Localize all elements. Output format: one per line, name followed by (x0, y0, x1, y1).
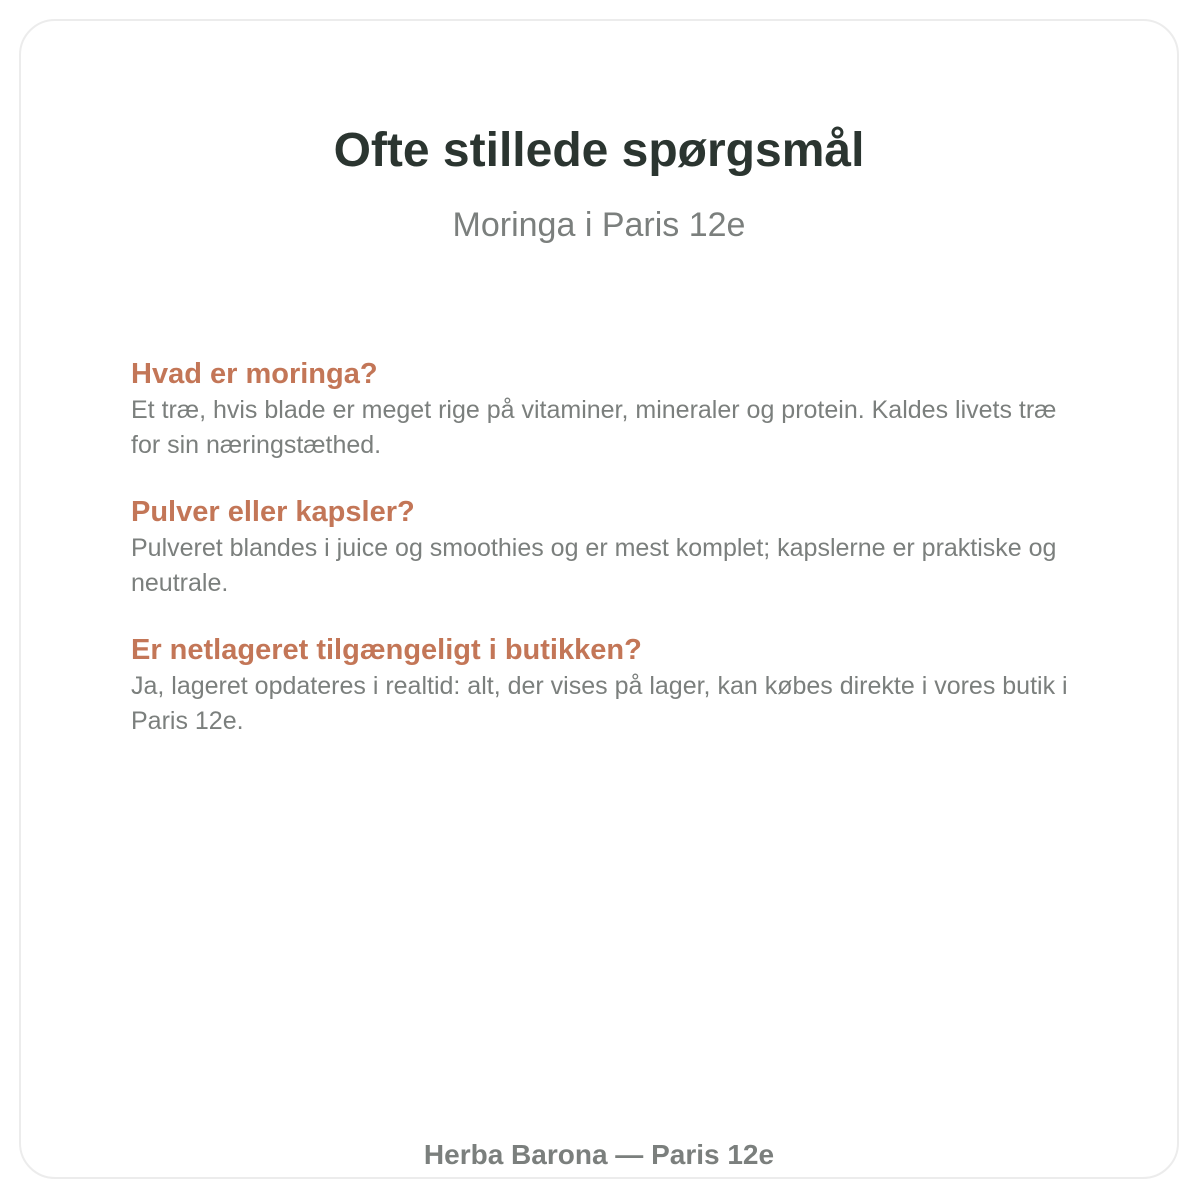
faq-item (131, 355, 1091, 463)
faq-answer: Ja, lageret opdateres i realtid: alt, der vises på lager, kan købes direkte i vores butik i Paris 12e. (131, 672, 1068, 735)
faq-answer: Et træ, hvis blade er meget rige på vitaminer, mineraler og protein. Kaldes livets træ for sin næringstæthed. (131, 396, 1057, 459)
faq-item (131, 493, 1091, 601)
faq-question: Pulver eller kapsler? (131, 496, 415, 528)
faq-question: Hvad er moringa? (131, 358, 378, 390)
page-title: Ofte stillede spørgsmål (333, 124, 865, 177)
page-subtitle: Moringa i Paris 12e (452, 206, 746, 244)
faq-card (19, 19, 1179, 1179)
faq-list (131, 355, 1091, 769)
faq-item (131, 631, 1091, 739)
faq-question: Er netlageret tilgængeligt i butikken? (131, 634, 642, 666)
faq-answer: Pulveret blandes i juice og smoothies og er mest komplet; kapslerne er praktiske og neutrale. (131, 534, 1057, 597)
footer-store-name: Herba Barona — Paris 12e (423, 1139, 775, 1170)
